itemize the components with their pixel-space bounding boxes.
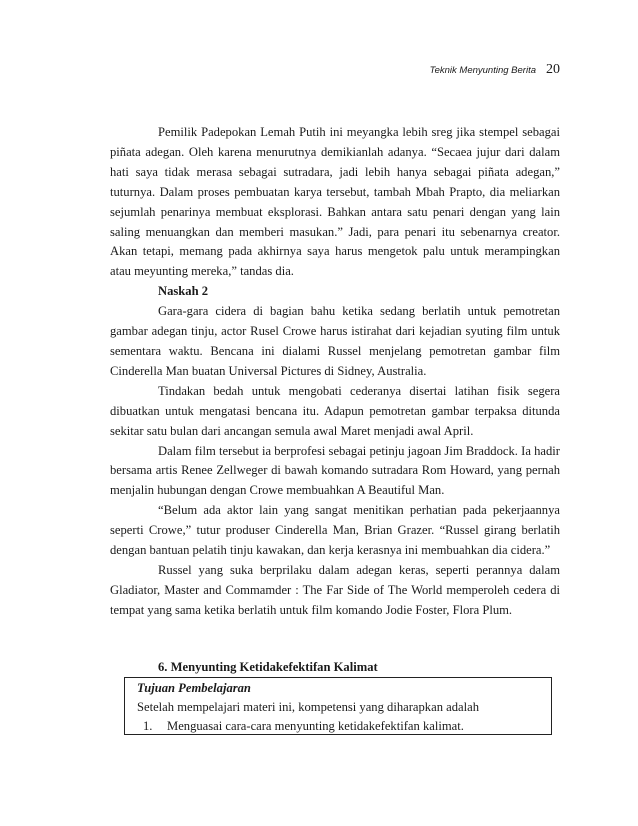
paragraph-6: Russel yang suka berprilaku dalam adegan keras, seperti perannya dalam Gladiator, Master and Commamder : The Far Side of The World memperoleh cedera di tempat yang sama ketika berlatih untuk film komando Jodie Foster, Flora Plum. [110, 562, 560, 617]
paragraph-3: Tindakan bedah untuk mengobati cederanya disertai latihan fisik segera dibuatkan untuk mengatasi bencana itu. Adapun pemotretan gambar terpaksa ditunda sekitar satu bulan dari ancangan semula awal Maret menjadi awal April. [110, 383, 560, 438]
box-intro: Setelah mempelajari materi ini, kompetensi yang diharapkan adalah [137, 700, 480, 714]
paragraph-2: Gara-gara cidera di bagian bahu ketika sedang berlatih untuk pemotretan gambar adegan tinju, actor Rusel Crowe harus istirahat dari kejadian syuting film untuk sementara waktu. Bencana ini dialami Russel menjelang pemotretan gambar film Cinderella Man buatan Universal Pictures di Sidney, Australia. [110, 304, 560, 378]
paragraph-5: “Belum ada aktor lain yang sangat menitikan perhatian pada pekerjaannya seperti Crowe,” tutur produser Cinderella Man, Brian Grazer. “Russel girang berlatih dengan bantuan pelatih tinju kawakan, dan kerja kerasnya ini membuahkan dia cidera.” [110, 503, 560, 558]
page-number: 20 [546, 62, 560, 77]
section-title: 6. Menyunting Ketidakefektifan Kalimat [158, 660, 378, 674]
learning-objectives-box [124, 677, 552, 735]
page-header [430, 62, 560, 78]
running-title: Teknik Menyunting Berita [429, 65, 536, 76]
article-body [110, 123, 560, 621]
objective-text: Menguasai cara-cara menyunting ketidakefektifan kalimat. [167, 719, 464, 733]
paragraph-4: Dalam film tersebut ia berprofesi sebagai petinju jagoan Jim Braddock. Ia hadir bersama artis Renee Zellweger di bawah komando sutradara Rom Howard, yang pernah menjalin hubungan dengan Crowe membuahkan A Beautiful Man. [110, 443, 560, 498]
subheading-naskah-2: Naskah 2 [158, 284, 209, 299]
box-heading: Tujuan Pembelajaran [137, 681, 251, 695]
paragraph-1: Pemilik Padepokan Lemah Putih ini meyangka lebih sreg jika stempel sebagai piñata adegan. Oleh karena menurutnya demikianlah adanya. “Secaea jujur dari dalam hati saya tidak merasa sebagai sutradara, jadi lebih hanya sebagai piñata adegan,” tuturnya. Dalam proses pembuatan karya tersebut, tambah Mbah Prapto, dia meliarkan sejumlah penarinya membuat eksplorasi. Bahkan antara satu penari dengan yang lain saling menuangkan dan memberi masukan.” Jadi, para penari itu sebenarnya creator. Akan tetapi, memang pada akhirnya saya harus mengetok palu untuk merampingkan atau meyunting mereka,” tandas dia. [110, 125, 560, 279]
objective-item [137, 717, 539, 736]
objective-number: 1. [143, 719, 153, 733]
